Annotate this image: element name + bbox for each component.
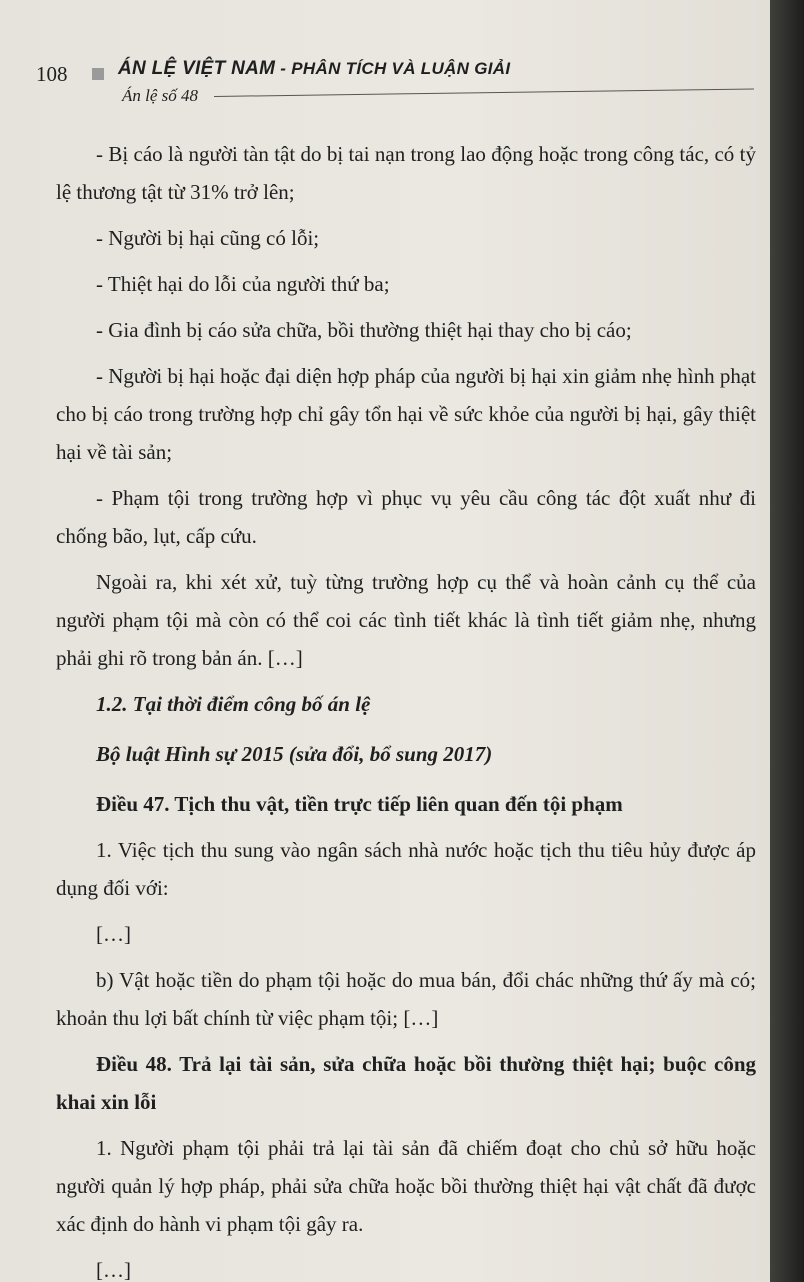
paragraph: - Người bị hại hoặc đại diện hợp pháp của người bị hại xin giảm nhẹ hình phạt cho bị cáo trong trường hợp chỉ gây tổn hại về sức khỏe của người bị hại, gây thiệt hại về tài sản; [56, 364, 756, 464]
law-title: Bộ luật Hình sự 2015 (sửa đổi, bổ sung 2017) [96, 742, 493, 766]
ellipsis: […] [96, 922, 131, 946]
paragraph: 1. Người phạm tội phải trả lại tài sản đã chiếm đoạt cho chủ sở hữu hoặc người quản lý hợp pháp, phải sửa chữa hoặc bồi thường thiệt hại vật chất đã được xác định do hành vi phạm tội gây ra. [56, 1136, 756, 1236]
page-body [56, 135, 756, 1282]
book-title [118, 58, 510, 80]
book-title-main: ÁN LỆ VIỆT NAM [118, 58, 276, 79]
article-heading: Điều 47. Tịch thu vật, tiền trực tiếp liên quan đến tội phạm [96, 792, 623, 816]
paragraph: b) Vật hoặc tiền do phạm tội hoặc do mua bán, đổi chác những thứ ấy mà có; khoản thu lợi bất chính từ việc phạm tội; […] [56, 968, 756, 1030]
paragraph: - Thiệt hại do lỗi của người thứ ba; [96, 272, 390, 296]
header-rule [214, 88, 754, 97]
paragraph: Ngoài ra, khi xét xử, tuỳ từng trường hợp cụ thể và hoàn cảnh cụ thể của người phạm tội mà còn có thể coi các tình tiết khác là tình tiết giảm nhẹ, nhưng phải ghi rõ trong bản án. […] [56, 570, 756, 670]
paragraph: - Phạm tội trong trường hợp vì phục vụ yêu cầu công tác đột xuất như đi chống bão, lụt, cấp cứu. [56, 486, 756, 548]
page-edge-shadow [770, 0, 804, 1282]
paragraph: 1. Việc tịch thu sung vào ngân sách nhà nước hoặc tịch thu tiêu hủy được áp dụng đối với: [56, 838, 756, 900]
paragraph: - Bị cáo là người tàn tật do bị tai nạn trong lao động hoặc trong công tác, có tỷ lệ thương tật từ 31% trở lên; [56, 142, 756, 204]
ellipsis: […] [96, 1258, 131, 1282]
page-number: 108 [36, 62, 68, 86]
book-title-sub: - PHÂN TÍCH VÀ LUẬN GIẢI [275, 59, 511, 78]
paragraph: - Gia đình bị cáo sửa chữa, bồi thường thiệt hại thay cho bị cáo; [96, 318, 632, 342]
paragraph: - Người bị hại cũng có lỗi; [96, 226, 320, 250]
section-heading: 1.2. Tại thời điểm công bố án lệ [96, 692, 371, 716]
case-label: Án lệ số 48 [122, 86, 199, 105]
header-square-icon [92, 68, 104, 80]
article-heading: Điều 48. Trả lại tài sản, sửa chữa hoặc bồi thường thiệt hại; buộc công khai xin lỗi [56, 1052, 756, 1114]
running-header [36, 24, 756, 114]
